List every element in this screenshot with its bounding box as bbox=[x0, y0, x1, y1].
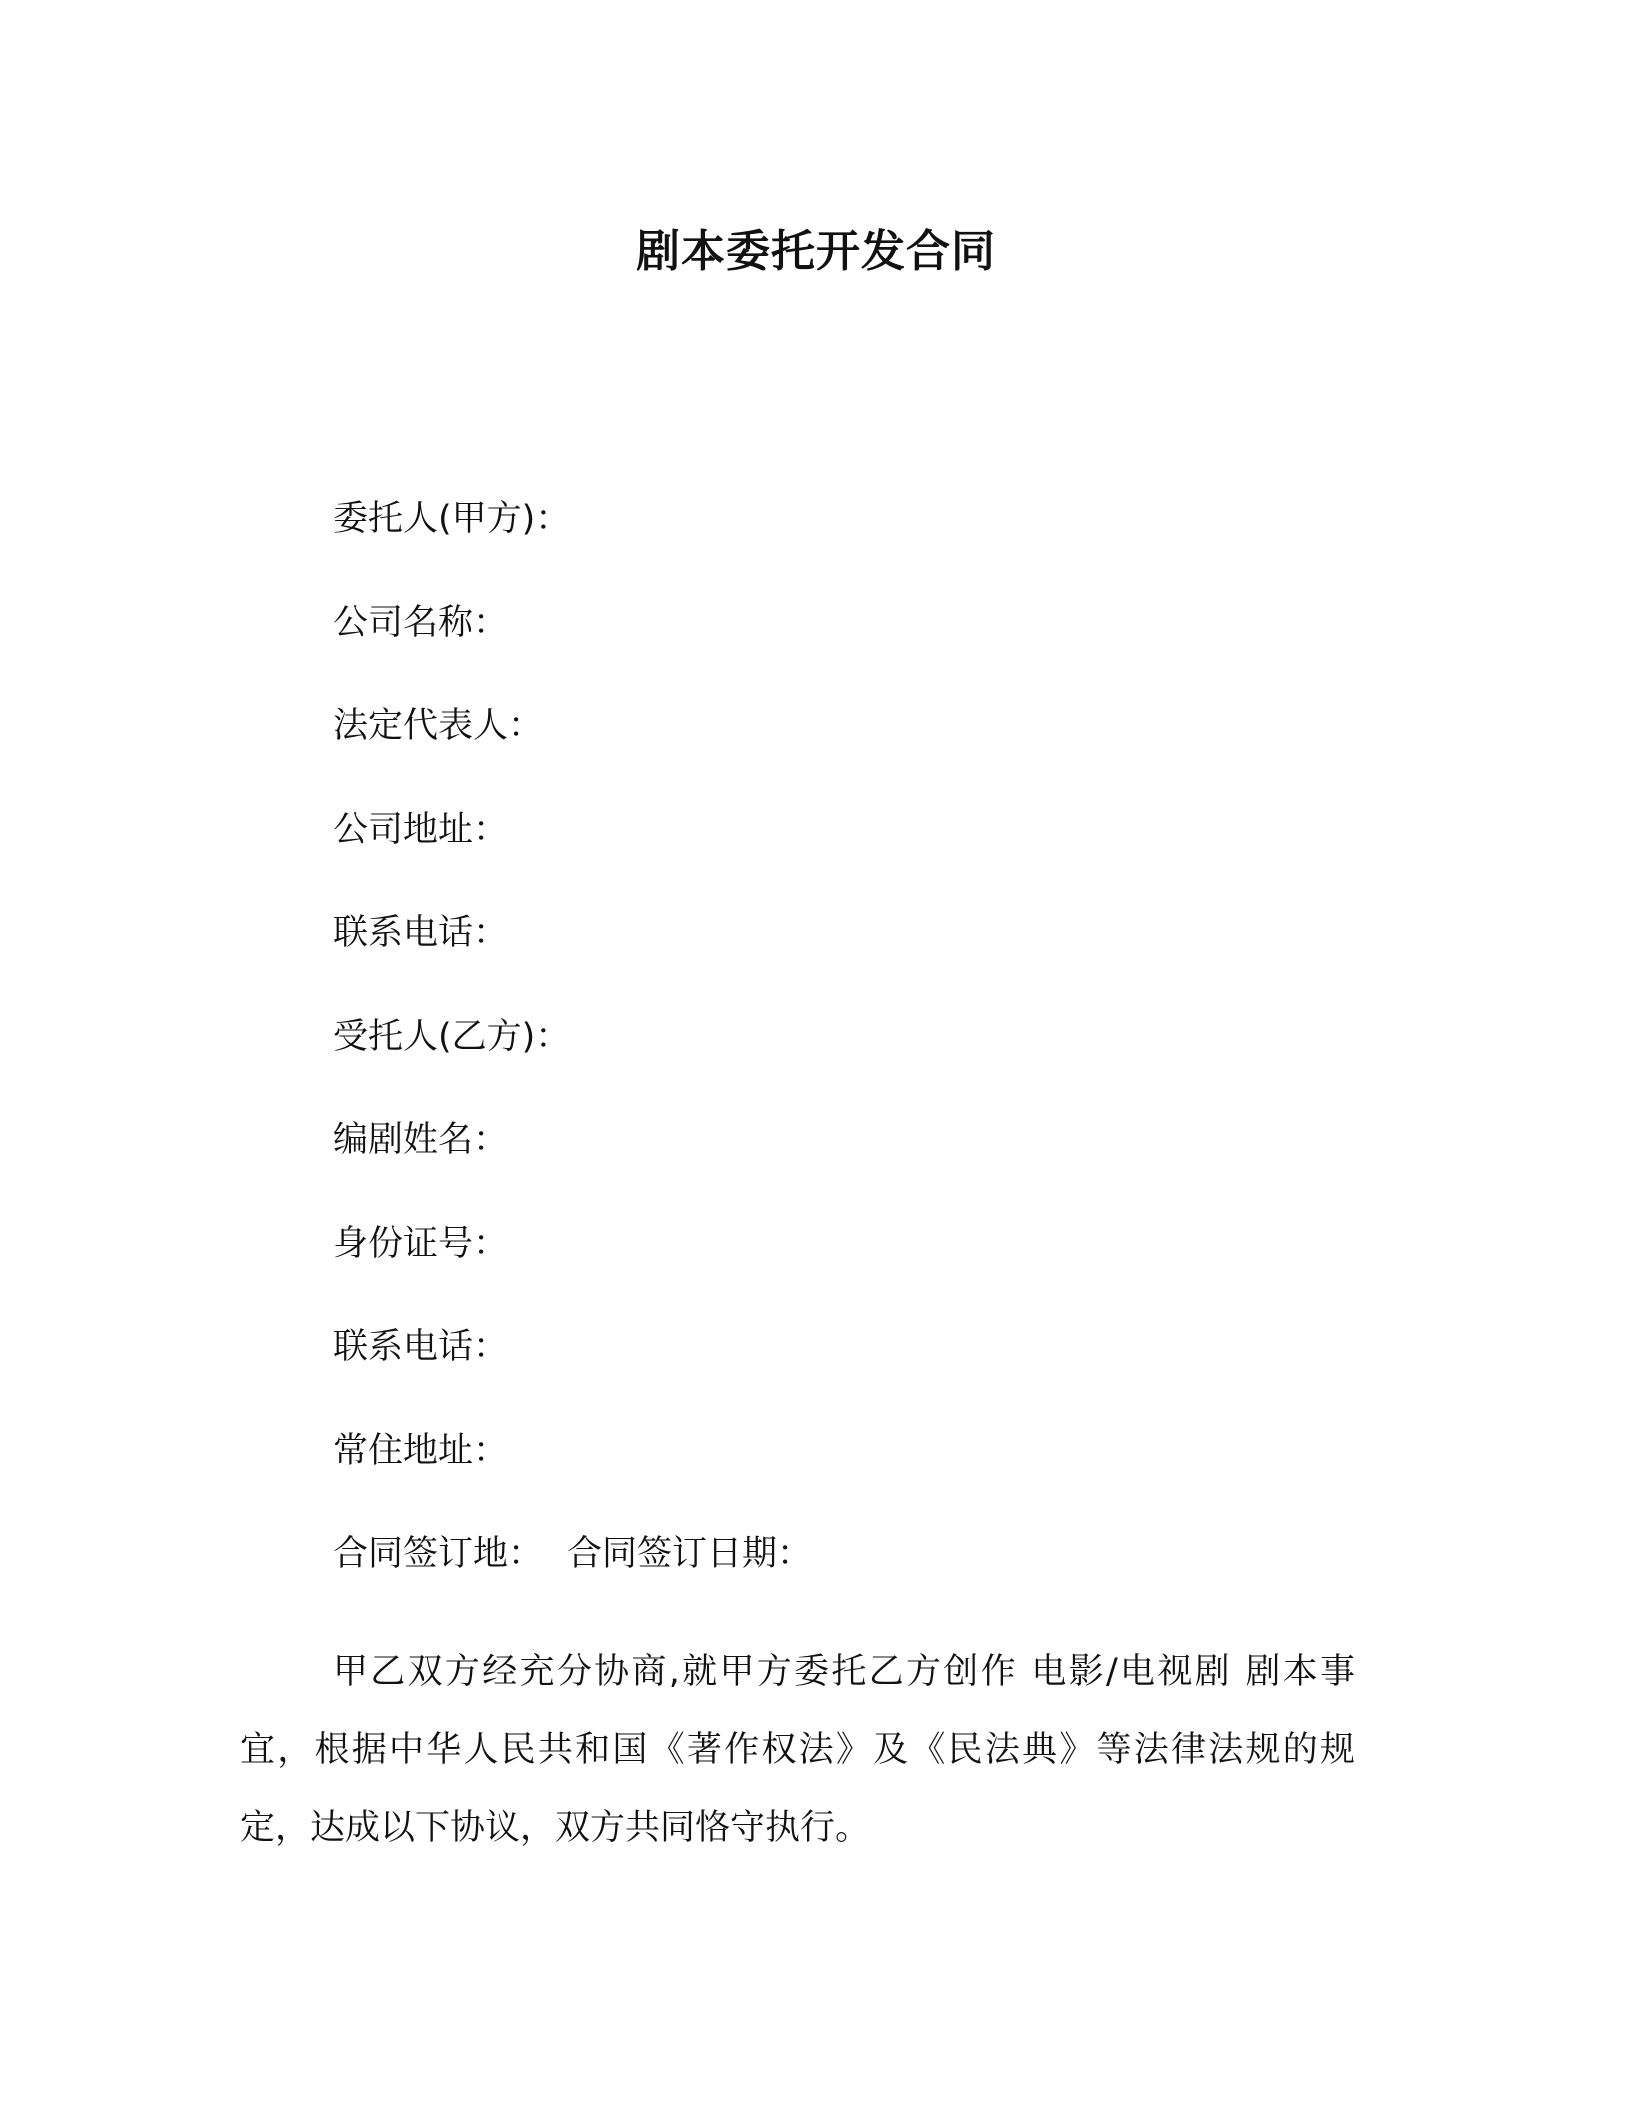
party-b-address-label: 常住地址： bbox=[333, 1430, 509, 1471]
party-b-label: 受托人(乙方)： bbox=[333, 1016, 571, 1057]
party-info-section bbox=[333, 494, 1433, 1633]
party-a-label: 委托人(甲方)： bbox=[333, 499, 571, 539]
party-a-phone-label: 联系电话： bbox=[333, 913, 509, 953]
party-b-writer-name-label: 编剧姓名： bbox=[333, 1120, 509, 1160]
party-b-id-number-label: 身份证号： bbox=[333, 1223, 509, 1264]
document-title: 剧本委托开发合同 bbox=[636, 226, 996, 277]
signing-date-label: 合同签订日期： bbox=[567, 1534, 813, 1574]
signing-info-row bbox=[333, 1529, 1433, 1579]
preamble-paragraph: 甲乙双方经充分协商,就甲方委托乙方创作 电影/电视剧 剧本事宜，根据中华人民共和国《著作权法》及《民法典》等法律法规的规定，达成以下协议，双方共同恪守执行。 bbox=[240, 1652, 1355, 1848]
party-a-company-name-label: 公司名称： bbox=[333, 602, 509, 643]
signing-place-label: 合同签订地： bbox=[333, 1534, 544, 1574]
party-b-phone-label: 联系电话： bbox=[333, 1327, 509, 1367]
party-a-company-address-label: 公司地址： bbox=[333, 809, 509, 850]
party-a-legal-representative-label: 法定代表人： bbox=[333, 706, 544, 746]
